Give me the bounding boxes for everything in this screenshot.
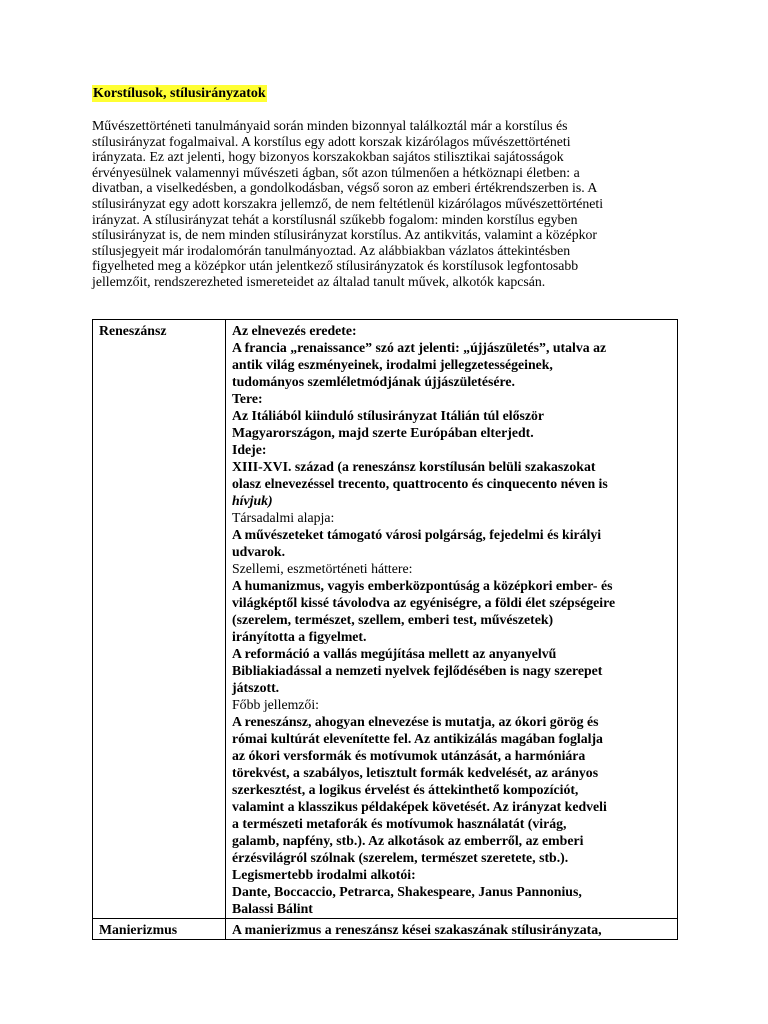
intro-line: stílusirányzat fogalmaival. A korstílus egy adott korszak kizárólagos művészettörténeti [92,133,571,149]
intro-line: figyelheted meg a középkor után jelentkező stílusirányzatok és korstílusok legfontosabb [92,258,579,274]
content-line: világképtől kissé távolodva az egyéniségre, a földi élet szépségeire [232,595,616,610]
content-line: római kultúrát elevenítette fel. Az antikizálás magában foglalja [232,731,603,746]
section-heading: Tere: [232,391,263,406]
intro-line: stílusirányzat is, de nem minden stílusirányzat korstílus. Az antikvitás, valamint a középkor [92,227,598,243]
content-line: (szerelem, természet, szellem, emberi test, művészetek) [232,612,554,627]
content-line: Bibliakiadással a nemzeti nyelvek fejlődésében is nagy szerepet [232,663,603,678]
style-table [92,319,678,940]
row-label-mannerism: Manierizmus [93,919,226,940]
section-heading: Ideje: [232,442,267,457]
content-line: A francia „renaissance” szó azt jelenti: „újjászületés”, utalva az [232,340,607,355]
content-line: törekvést, a szabályos, letisztult formák kedvelését, az arányos [232,765,599,780]
intro-line: Művészettörténeti tanulmányaid során minden bizonnyal találkoztál már a korstílus és [92,118,568,133]
intro-line: stílusirányzat egy adott korszakra jellemző, de nem feltétlenül kizárólagos művészettörténeti [92,195,604,211]
intro-line: divatban, a viselkedésben, a gondolkodásban, végső soron az emberi értékrendszerben is. A [92,180,598,196]
content-line: A reneszánsz, ahogyan elnevezése is mutatja, az ókori görög és [232,714,599,729]
content-line: antik világ eszményeinek, irodalmi jellegzetességeinek, [232,357,553,372]
content-line: A reformáció a vallás megújítása mellett az anyanyelvű [232,646,557,661]
content-line: A humanizmus, vagyis emberközpontúság a középkori ember- és [232,578,613,593]
intro-paragraph [92,118,678,290]
document-title: Korstílusok, stílusirányzatok [93,86,266,101]
content-line: irányította a figyelmet. [232,629,367,644]
content-line: Az Itáliából kiinduló stílusirányzat Itálián túl először [232,408,544,423]
content-line: Dante, Boccaccio, Petrarca, Shakespeare, Janus Pannonius, [232,884,582,899]
row-label-renaissance: Reneszánsz [93,320,226,919]
content-line: XIII-XVI. század (a reneszánsz korstílusán belüli szakaszokat [232,459,596,474]
section-heading: Az elnevezés eredete: [232,323,357,338]
section-heading: Társadalmi alapja: [232,510,335,525]
intro-line: irányzat. A stílusirányzat tehát a korstílusnál szűkebb fogalom: minden korstílus egyben [92,211,578,227]
table-row [93,320,678,919]
intro-line: irányzata. Ez azt jelenti, hogy bizonyos korszakokban sajátos stilisztikai sajátosságok [92,149,564,165]
content-line: tudományos szemléletmódjának újjászületésére. [232,374,515,389]
content-line: valamint a klasszikus példaképek követését. Az irányzat kedveli [232,799,607,814]
table-row [93,919,678,940]
intro-line: érvényesülnek valamennyi művészeti ágban, sőt azon túlmenően a hétköznapi életben: a [92,164,580,180]
row-content-renaissance [226,320,678,919]
content-line: szerkesztést, a logikus érvelést és áttekinthető kompozíciót, [232,782,579,797]
content-line: A manierizmus a reneszánsz kései szakaszának stílusirányzata, [232,922,602,937]
intro-line: stílusjegyeit már irodalomórán tanulmányoztad. Az alábbiakban vázlatos áttekintésben [92,242,571,258]
section-heading: Főbb jellemzői: [232,697,319,712]
row-content-mannerism [226,919,678,940]
section-heading: Legismertebb irodalmi alkotói: [232,867,416,882]
content-line: játszott. [232,680,280,695]
content-line: a természeti metaforák és motívumok használatát (virág, [232,816,567,831]
content-line: az ókori versformák és motívumok utánzását, a harmóniára [232,748,586,763]
content-line: olasz elnevezéssel trecento, quattrocento és cinquecento néven is [232,476,608,491]
content-line: galamb, napfény, stb.). Az alkotások az emberről, az emberi [232,833,584,848]
content-line: A művészeteket támogató városi polgárság, fejedelmi és királyi [232,527,602,542]
content-line: Balassi Bálint [232,901,313,916]
content-line: Magyarországon, majd szerte Európában elterjedt. [232,425,534,440]
content-line: érzésvilágról szólnak (szerelem, természet szeretete, stb.). [232,850,569,865]
section-heading: Szellemi, eszmetörténeti háttere: [232,561,413,576]
content-line: hívjuk) [232,493,273,508]
content-line: udvarok. [232,544,286,559]
intro-line: jellemzőit, rendszerezheted ismereteidet az általad tanult művek, alkotók kapcsán. [92,273,546,289]
